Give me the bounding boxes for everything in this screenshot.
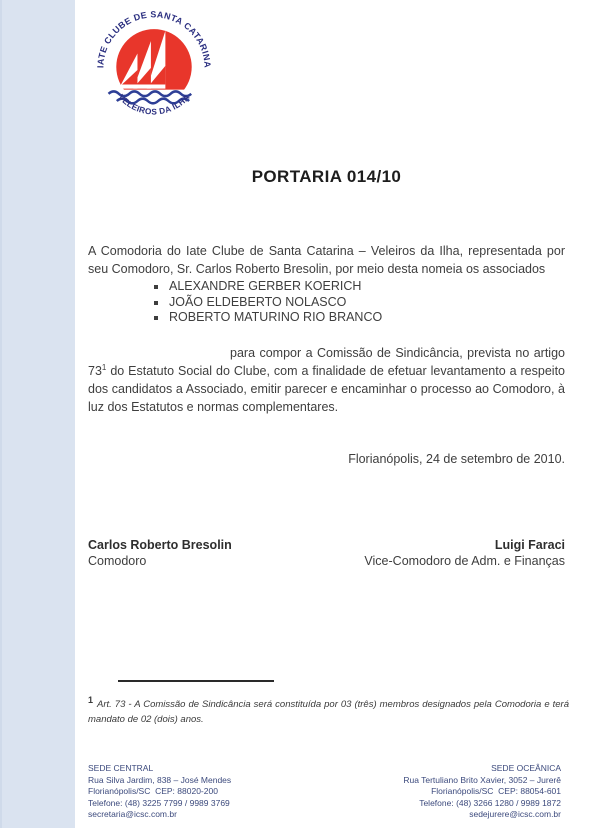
bullet-icon — [154, 316, 158, 320]
footer-address-line: Rua Silva Jardim, 838 – José Mendes — [88, 774, 232, 785]
footer-address-line: Florianópolis/SC CEP: 88020-200 — [88, 786, 218, 796]
page-title: PORTARIA 014/10 — [251, 167, 402, 186]
footer-email: sedejurere@icsc.com.br — [469, 809, 561, 819]
list-item — [154, 295, 382, 311]
left-margin-band — [0, 0, 75, 828]
footer-sede-central — [88, 763, 231, 821]
footnote — [88, 694, 569, 727]
footer-title: SEDE OCEÂNICA — [491, 763, 561, 773]
footnote-text: Art. 73 - A Comissão de Sindicância será constituída por 03 (três) membros designados pela Comodoria e terá mandato de 02 (dois) anos. — [88, 699, 569, 725]
logo-top-text: IATE CLUBE DE SANTA CATARINA — [95, 9, 213, 69]
signer-name: Carlos Roberto Bresolin — [88, 538, 232, 552]
list-item — [154, 310, 382, 326]
paragraph-commission-text: para compor a Comissão de Sindicância, prevista no artigo 73 — [88, 345, 565, 378]
list-item — [154, 279, 382, 295]
footnote-reference: 1 — [101, 362, 107, 372]
signature-block — [88, 537, 565, 569]
signer-role: Comodoro — [88, 554, 147, 568]
footnote-number: 1 — [88, 694, 94, 705]
logo-bottom-text: VELEIROS DA ILHA — [116, 92, 192, 117]
paragraph-commission — [88, 344, 565, 416]
footer-address-line: Rua Tertuliano Brito Xavier, 3052 – Jurerê — [403, 774, 561, 785]
signer-role: Vice-Comodoro de Adm. e Finanças — [364, 554, 565, 568]
club-logo-icon — [92, 8, 216, 132]
footer-phone-line: Telefone: (48) 3225 7799 / 9989 3769 — [88, 797, 230, 808]
footer-email: secretaria@icsc.com.br — [88, 809, 177, 819]
footer-title: SEDE CENTRAL — [88, 763, 154, 773]
bullet-icon — [154, 285, 158, 289]
signature-left — [88, 537, 232, 569]
member-name: ALEXANDRE GERBER KOERICH — [169, 279, 362, 293]
member-name: JOÃO ELDEBERTO NOLASCO — [169, 294, 347, 309]
footer-sede-oceanica — [403, 763, 561, 821]
signature-right — [364, 537, 565, 569]
date-line: Florianópolis, 24 de setembro de 2010. — [348, 452, 565, 466]
paragraph-intro: A Comodoria do Iate Clube de Santa Catarina – Veleiros da Ilha, representada por seu Comodoro, Sr. Carlos Roberto Bresolin, por meio desta nomeia os associados — [88, 243, 565, 276]
paragraph-commission-text-cont: do Estatuto Social do Clube, com a finalidade de efetuar levantamento a respeito dos candidatos a Associado, emitir parecer e encaminhar o processo ao Comodoro, à luz dos Estatutos e normas complementares. — [88, 363, 565, 414]
page-footer — [88, 763, 561, 821]
member-name: ROBERTO MATURINO RIO BRANCO — [169, 310, 383, 324]
footer-phone-line: Telefone: (48) 3266 1280 / 9989 1872 — [419, 797, 561, 808]
footnote-separator — [118, 680, 274, 682]
footer-address-line: Florianópolis/SC CEP: 88054-601 — [431, 786, 561, 796]
member-list — [154, 279, 382, 326]
signer-name: Luigi Faraci — [494, 538, 565, 552]
bullet-icon — [154, 301, 158, 305]
